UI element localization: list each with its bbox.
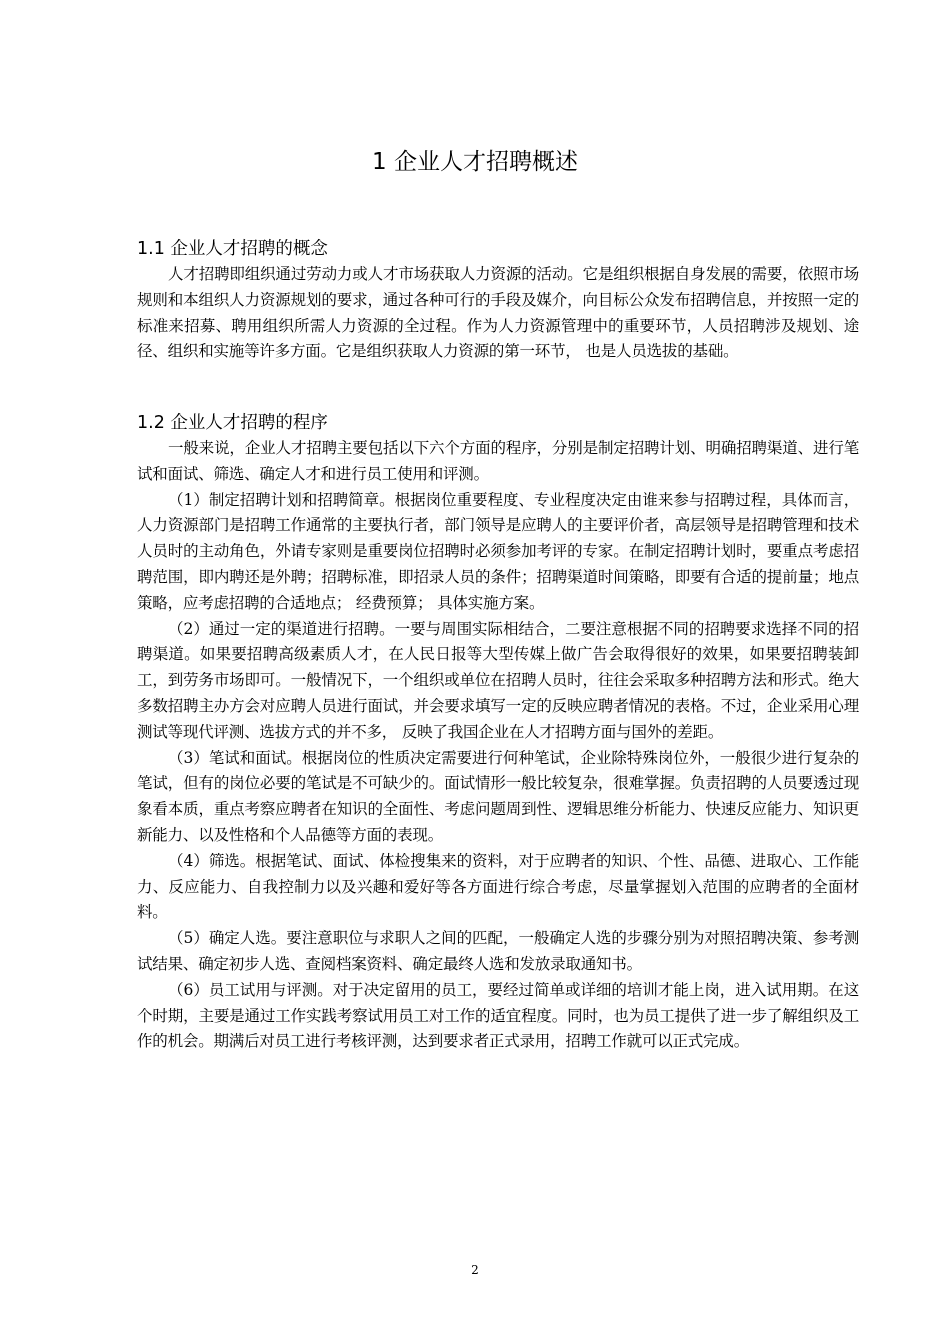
paragraph-step-6: （6）员工试用与评测。对于决定留用的员工，要经过简单或详细的培训才能上岗，进入试用期。在这个时期，主要是通过工作实践考察试用员工对工作的适宜程度。同时，也为员工提供了进一步了解组织及工作的机会。期满后对员工进行考核评测，达到要求者正式录用，招聘工作就可以正式完成。 <box>137 980 859 1051</box>
chapter-title: 1 企业人才招聘概述 <box>372 149 578 175</box>
page-number: 2 <box>471 1263 479 1277</box>
paragraph: 一般来说，企业人才招聘主要包括以下六个方面的程序，分别是制定招聘计划、明确招聘渠道、进行笔试和面试、筛选、确定人才和进行员工使用和评测。 <box>137 439 859 483</box>
paragraph-step-5: （5）确定人选。要注意职位与求职人之间的匹配，一般确定人选的步骤分别为对照招聘决策、参考测试结果、确定初步人选、查阅档案资料、确定最终人选和发放录取通知书。 <box>137 929 859 973</box>
paragraph-step-1: （1）制定招聘计划和招聘简章。根据岗位重要程度、专业程度决定由谁来参与招聘过程，具体而言，人力资源部门是招聘工作通常的主要执行者，部门领导是应聘人的主要评价者，高层领导是招聘管理和技术人员时的主动角色，外请专家则是重要岗位招聘时必须参加考评的专家。在制定招聘计划时，要重点考虑招聘范围，即内聘还是外聘；招聘标准，即招录人员的条件；招聘渠道时间策略，即要有合适的提前量；地点策略，应考虑招聘的合适地点； 经费预算； 具体实施方案。 <box>137 490 859 612</box>
paragraph: 人才招聘即组织通过劳动力或人才市场获取人力资源的活动。它是组织根据自身发展的需要，依照市场规则和本组织人力资源规划的要求，通过各种可行的手段及媒介，向目标公众发布招聘信息，并按照一定的标准来招募、聘用组织所需人力资源的全过程。作为人力资源管理中的重要环节，人员招聘涉及规划、途径、组织和实施等许多方面。它是组织获取人力资源的第一环节， 也是人员选拔的基础。 <box>137 265 859 361</box>
section-procedure <box>137 410 859 1055</box>
section-heading: 1.2 企业人才招聘的程序 <box>137 413 328 433</box>
paragraph-step-4: （4）筛选。根据笔试、面试、体检搜集来的资料，对于应聘者的知识、个性、品德、进取心、工作能力、反应能力、自我控制力以及兴趣和爱好等各方面进行综合考虑，尽量掌握划入范围的应聘者的全面材料。 <box>137 851 859 922</box>
paragraph-step-3: （3）笔试和面试。根据岗位的性质决定需要进行何种笔试，企业除特殊岗位外，一般很少进行复杂的笔试，但有的岗位必要的笔试是不可缺少的。面试情形一般比较复杂，很难掌握。负责招聘的人员要透过现象看本质，重点考察应聘者在知识的全面性、考虑问题周到性、逻辑思维分析能力、快速反应能力、知识更新能力、以及性格和个人品德等方面的表现。 <box>137 748 859 844</box>
section-heading: 1.1 企业人才招聘的概念 <box>137 239 328 259</box>
paragraph-step-2: （2）通过一定的渠道进行招聘。一要与周围实际相结合，二要注意根据不同的招聘要求选择不同的招聘渠道。如果要招聘高级素质人才，在人民日报等大型传媒上做广告会取得很好的效果，如果要招聘装卸工，到劳务市场即可。一般情况下，一个组织或单位在招聘人员时，往往会采取多种招聘方法和形式。绝大多数招聘主办方会对应聘人员进行面试，并会要求填写一定的反映应聘者情况的表格。不过，企业采用心理测试等现代评测、选拔方式的并不多， 反映了我国企业在人才招聘方面与国外的差距。 <box>137 619 859 741</box>
section-concept <box>137 236 859 365</box>
